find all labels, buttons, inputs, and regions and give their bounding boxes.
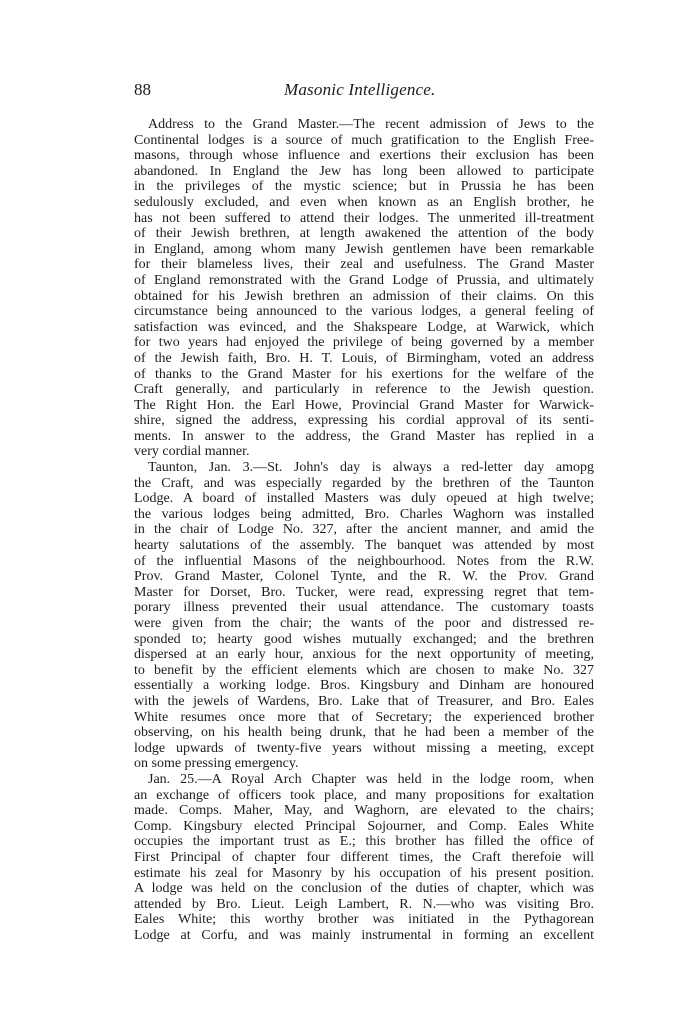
- paragraph-grand-master: [134, 117, 594, 460]
- text-line: abandoned. In England the Jew has long been allowed to participate: [134, 163, 594, 179]
- text-line: for their blameless lives, their zeal and usefulness. The Grand Master: [134, 257, 594, 273]
- text-line: attended by Bro. Lieut. Leigh Lambert, R. N.—who was visiting Bro.: [134, 896, 594, 912]
- text-line: of the influential Masons of the neighbourhood. Notes from the R.W.: [134, 553, 594, 569]
- text-line: has not been suffered to attend their lodges. The unmerited ill-treatment: [134, 210, 594, 226]
- text-line: sponded to; hearty good wishes mutually exchanged; and the brethren: [134, 631, 594, 647]
- text-line: in the chair of Lodge No. 327, after the ancient manner, and amid the: [134, 522, 594, 538]
- text-line: an exchange of officers took place, and many propositions for exaltation: [134, 787, 594, 803]
- text-line: on some pressing emergency.: [134, 756, 299, 772]
- text-line: ments. In answer to the address, the Grand Master has replied in a: [134, 428, 594, 444]
- text-line: Eales White; this worthy brother was initiated in the Pythagorean: [134, 912, 594, 928]
- text-line: satisfaction was evinced, and the Shakspeare Lodge, at Warwick, which: [134, 319, 594, 335]
- paragraph-taunton: [134, 460, 594, 772]
- text-line: observing, on his health being drunk, that he had been a member of the: [134, 725, 594, 741]
- text-line: the Craft, and was especially regarded by the brethren of the Taunton: [134, 475, 594, 491]
- text-line: of thanks to the Grand Master for his exertions for the welfare of the: [134, 366, 594, 382]
- text-line: Address to the Grand Master.—The recent admission of Jews to the: [148, 117, 594, 132]
- running-head: [134, 80, 594, 106]
- text-line: obtained for his Jewish brethren an admission of their claims. On this: [134, 288, 594, 304]
- text-line: masons, through whose influence and exertions their exclusion has been: [134, 148, 594, 164]
- text-line: in the privileges of the mystic science; but in Prussia he has been: [134, 179, 594, 195]
- text-line: The Right Hon. the Earl Howe, Provincial Grand Master for Warwick-: [134, 397, 594, 413]
- text-column: [134, 117, 594, 943]
- text-line: Craft generally, and particularly in reference to the Jewish question.: [134, 382, 594, 398]
- paragraph-royal-arch: [134, 772, 594, 944]
- text-line: essentially a working lodge. Bros. Kingsbury and Dinham are honoured: [134, 678, 594, 694]
- text-line: in England, among whom many Jewish gentlemen have been remarkable: [134, 241, 594, 257]
- text-line: sedulously excluded, and even when known as an English brother, he: [134, 194, 594, 210]
- text-line: circumstance being announced to the various lodges, a general feeling of: [134, 304, 594, 320]
- text-line: for two years had enjoyed the privilege of being governed by a member: [134, 335, 594, 351]
- text-line: very cordial manner.: [134, 444, 250, 460]
- text-line: porary illness prevented their usual attendance. The customary toasts: [134, 600, 594, 616]
- text-line: dispersed at an early hour, anxious for the next opportunity of meeting,: [134, 647, 594, 663]
- text-line: A lodge was held on the conclusion of the duties of chapter, which was: [134, 881, 594, 897]
- text-line: White resumes once more that of Secretary; the experienced brother: [134, 709, 594, 725]
- text-line: Comp. Kingsbury elected Principal Sojourner, and Comp. Eales White: [134, 818, 594, 834]
- running-title: Masonic Intelligence.: [284, 80, 436, 99]
- text-line: of their Jewish brethren, at length awakened the attention of the body: [134, 226, 594, 242]
- text-line: lodge upwards of twenty-five years without missing a meeting, except: [134, 740, 594, 756]
- text-line: occupies the important trust as E.; this brother has filled the office of: [134, 834, 594, 850]
- text-line: estimate his zeal for Masonry by his occupation of his present position.: [134, 865, 594, 881]
- text-line: shire, signed the address, expressing his cordial approval of its senti-: [134, 413, 594, 429]
- text-line: Master for Dorset, Bro. Tucker, were read, expressing regret that tem-: [134, 584, 594, 600]
- text-line: with the jewels of Wardens, Bro. Lake that of Treasurer, and Bro. Eales: [134, 693, 594, 709]
- page-number: 88: [134, 80, 151, 99]
- text-line: Jan. 25.—A Royal Arch Chapter was held in the lodge room, when: [148, 771, 594, 787]
- text-line: to benefit by the efficient elements which are chosen to make No. 327: [134, 662, 594, 678]
- text-line: of England remonstrated with the Grand Lodge of Prussia, and ultimately: [134, 272, 594, 288]
- text-line: Prov. Grand Master, Colonel Tynte, and the R. W. the Prov. Grand: [134, 569, 594, 585]
- text-line: First Principal of chapter four different times, the Craft therefoie will: [134, 849, 594, 865]
- text-line: made. Comps. Maher, May, and Waghorn, are elevated to the chairs;: [134, 803, 594, 819]
- text-line: Lodge. A board of installed Masters was duly opeued at high twelve;: [134, 491, 594, 507]
- text-line: Continental lodges is a source of much gratification to the English Free-: [134, 132, 594, 148]
- text-line: the various lodges being admitted, Bro. Charles Waghorn was installed: [134, 506, 594, 522]
- text-line: were given from the chair; the wants of the poor and distressed re-: [134, 616, 594, 631]
- text-line: hearty salutations of the assembly. The banquet was attended by most: [134, 538, 594, 554]
- text-line: Taunton, Jan. 3.—St. John's day is always a red-letter day amopg: [148, 460, 594, 476]
- text-line: of the Jewish faith, Bro. H. T. Louis, of Birmingham, voted an address: [134, 350, 594, 366]
- text-line: Lodge at Corfu, and was mainly instrumental in forming an excellent: [134, 927, 594, 943]
